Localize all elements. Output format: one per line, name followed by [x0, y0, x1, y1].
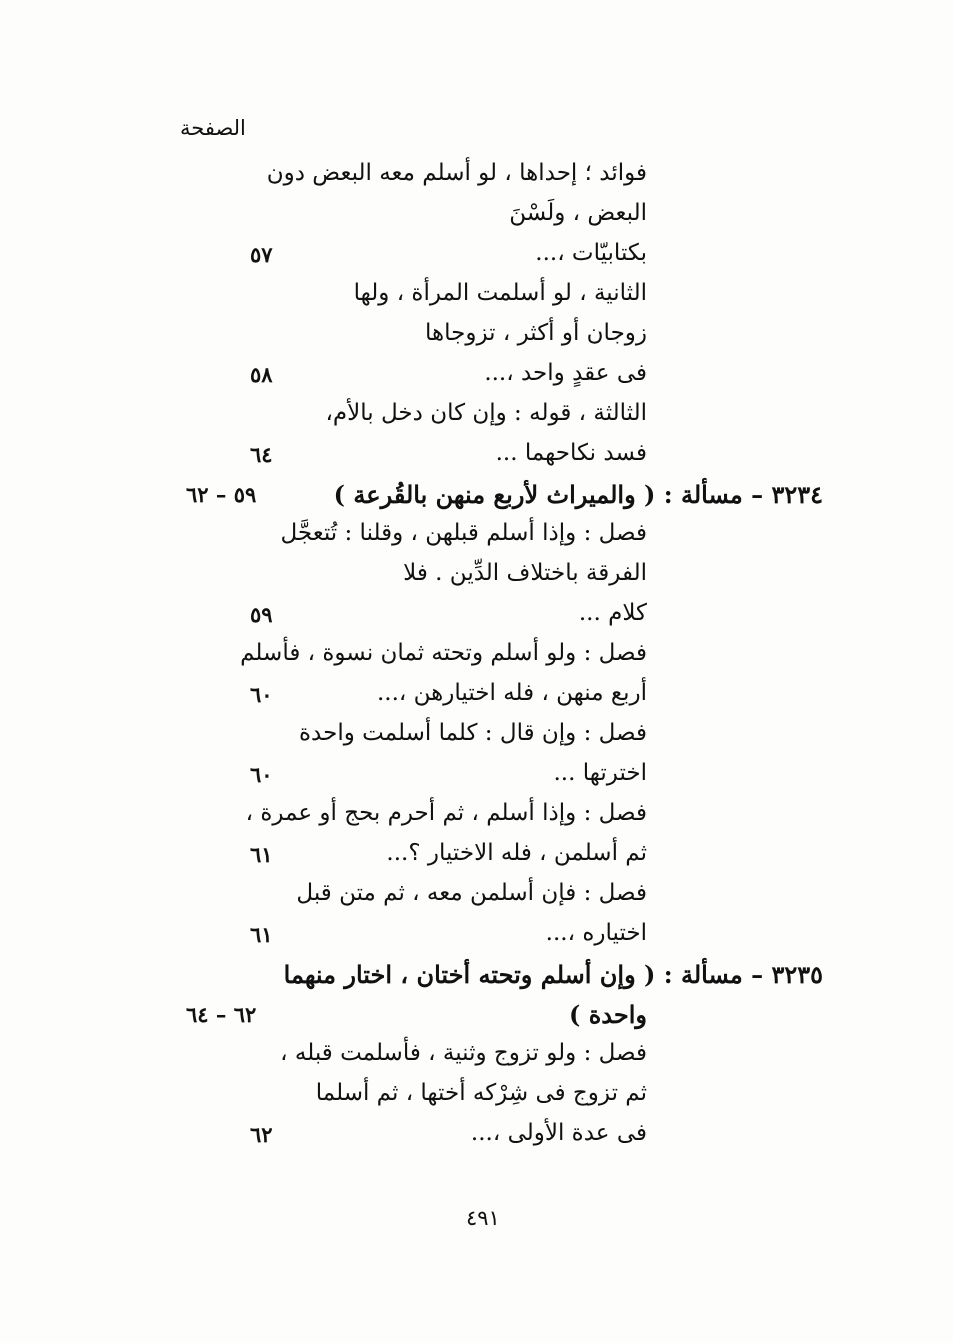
entry-text: كلام ...: [578, 600, 647, 626]
issue-title: ٣٢٣٥ – مسألة : ( وإن أسلم وتحته أختان ، اختار منهما: [283, 960, 823, 989]
entry-text: أربع منهن ، فله اختيارهن ،...: [376, 680, 647, 706]
page-number: ٥٧: [250, 242, 273, 267]
page-number: ٦١: [250, 922, 273, 947]
page-number: ٥٩: [250, 602, 273, 627]
index-line: [0, 596, 953, 636]
issue-heading-3234: [0, 476, 953, 516]
index-line: [0, 516, 953, 556]
page-number: ٦٢: [250, 1122, 273, 1147]
index-line: [0, 436, 953, 476]
entry-text: الثانية ، لو أسلمت المرأة ، ولها: [353, 280, 647, 306]
entry-text: بكتابيّات ،...: [535, 240, 647, 266]
index-line: [0, 276, 953, 316]
index-line: [0, 1036, 953, 1076]
page-footer-number: ٤٩١: [466, 1206, 500, 1230]
index-line: [0, 796, 953, 836]
index-line: [0, 156, 953, 196]
issue-heading-3235: [0, 956, 953, 996]
index-line: [0, 636, 953, 676]
index-line: [0, 836, 953, 876]
index-line: [0, 236, 953, 276]
index-line: [0, 916, 953, 956]
index-line: [0, 196, 953, 236]
entry-text: فى عقدٍ واحد ،...: [484, 360, 647, 386]
entry-text: فى عدة الأولى ،...: [470, 1120, 647, 1146]
issue-title-continued: واحدة ): [569, 1000, 647, 1029]
entry-text: الفرقة باختلاف الدِّين . فلا: [403, 560, 647, 586]
index-line: [0, 396, 953, 436]
index-line: [0, 356, 953, 396]
entry-text: فصل : وإذا أسلم قبلهن ، وقلنا : تُتعجَّل: [280, 520, 647, 546]
issue-title: ٣٢٣٤ – مسألة : ( والميراث لأربع منهن بالقُرعة ): [333, 480, 823, 509]
page-range: ٥٩ – ٦٢: [186, 482, 257, 507]
page-range: ٦٢ – ٦٤: [186, 1002, 257, 1027]
page-number: ٦٤: [250, 442, 273, 467]
index-line: [0, 716, 953, 756]
entry-text: فصل : ولو أسلم وتحته ثمان نسوة ، فأسلم: [240, 640, 647, 666]
entry-text: فوائد ؛ إحداها ، لو أسلم معه البعض دون: [266, 160, 647, 186]
index-line: [0, 676, 953, 716]
entry-text: فصل : وإن قال : كلما أسلمت واحدة: [299, 720, 647, 746]
page-number: ٦٠: [250, 682, 273, 707]
entry-text: فصل : ولو تزوج وثنية ، فأسلمت قبله ،: [280, 1040, 647, 1066]
index-line: [0, 316, 953, 356]
entry-text: اختياره ،...: [545, 920, 647, 946]
entry-text: البعض ، ولَسْنَ: [509, 200, 647, 226]
index-line: [0, 1116, 953, 1156]
entry-text: ثم تزوج فى شِرْكه أختها ، ثم أسلما: [315, 1080, 647, 1106]
entry-text: زوجان أو أكثر ، تزوجاها: [424, 320, 647, 346]
entry-text: الثالثة ، قوله : وإن كان دخل بالأم،: [325, 400, 647, 426]
page-number: ٦٠: [250, 762, 273, 787]
index-line: [0, 996, 953, 1036]
entry-text: فسد نكاحهما ...: [495, 440, 647, 466]
page-column-header: الصفحة: [180, 116, 246, 140]
index-line: [0, 556, 953, 596]
entry-text: ثم أسلمن ، فله الاختيار ؟...: [386, 840, 647, 866]
page-number: ٦١: [250, 842, 273, 867]
entry-text: فصل : فإن أسلمن معه ، ثم متن قبل: [296, 880, 647, 906]
page-number: ٥٨: [250, 362, 273, 387]
entry-text: اخترتها ...: [553, 760, 647, 786]
entry-text: فصل : وإذا أسلم ، ثم أحرم بحج أو عمرة ،: [245, 800, 647, 826]
index-line: [0, 756, 953, 796]
index-line: [0, 1076, 953, 1116]
index-line: [0, 876, 953, 916]
